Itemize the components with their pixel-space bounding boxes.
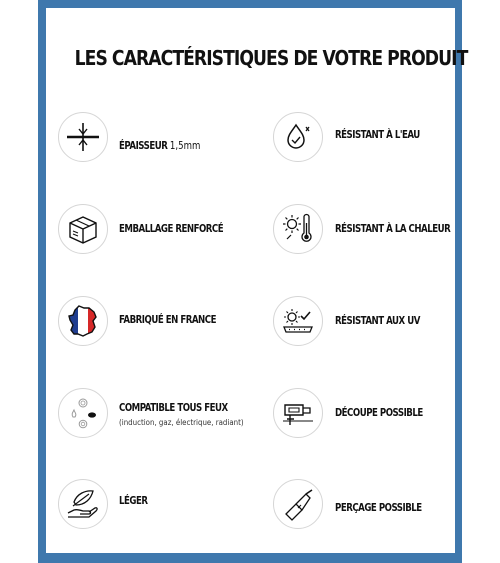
features-panel (46, 8, 468, 553)
france-map-icon (58, 296, 108, 346)
cooktops-icon (58, 388, 108, 438)
feature-label: FABRIQUÉ EN FRANCE (119, 314, 216, 326)
feature-sub: (induction, gaz, électrique, radiant) (119, 418, 244, 427)
feature-label: LÉGER (119, 495, 148, 507)
feature-label: COMPATIBLE TOUS FEUX (119, 402, 228, 414)
uv-sun-check-icon (273, 296, 323, 346)
feature-label: PERÇAGE POSSIBLE (335, 502, 422, 514)
feature-value: 1,5mm (169, 140, 201, 152)
feather-hand-icon (58, 479, 108, 529)
drill-icon (273, 479, 323, 529)
feature-label: RÉSISTANT AUX UV (335, 315, 420, 327)
water-drop-icon (273, 112, 323, 162)
feature-label: RÉSISTANT À L'EAU (335, 129, 420, 141)
feature-label: DÉCOUPE POSSIBLE (335, 407, 423, 419)
jigsaw-icon (273, 388, 323, 438)
box-icon (58, 204, 108, 254)
thickness-icon (58, 112, 108, 162)
feature-label: EMBALLAGE RENFORCÉ (119, 223, 224, 235)
feature-label: RÉSISTANT À LA CHALEUR (335, 223, 451, 235)
feature-label: ÉPAISSEUR (119, 140, 168, 152)
page-title: LES CARACTÉRISTIQUES DE VOTRE PRODUIT (74, 46, 468, 70)
sun-thermometer-icon (273, 204, 323, 254)
